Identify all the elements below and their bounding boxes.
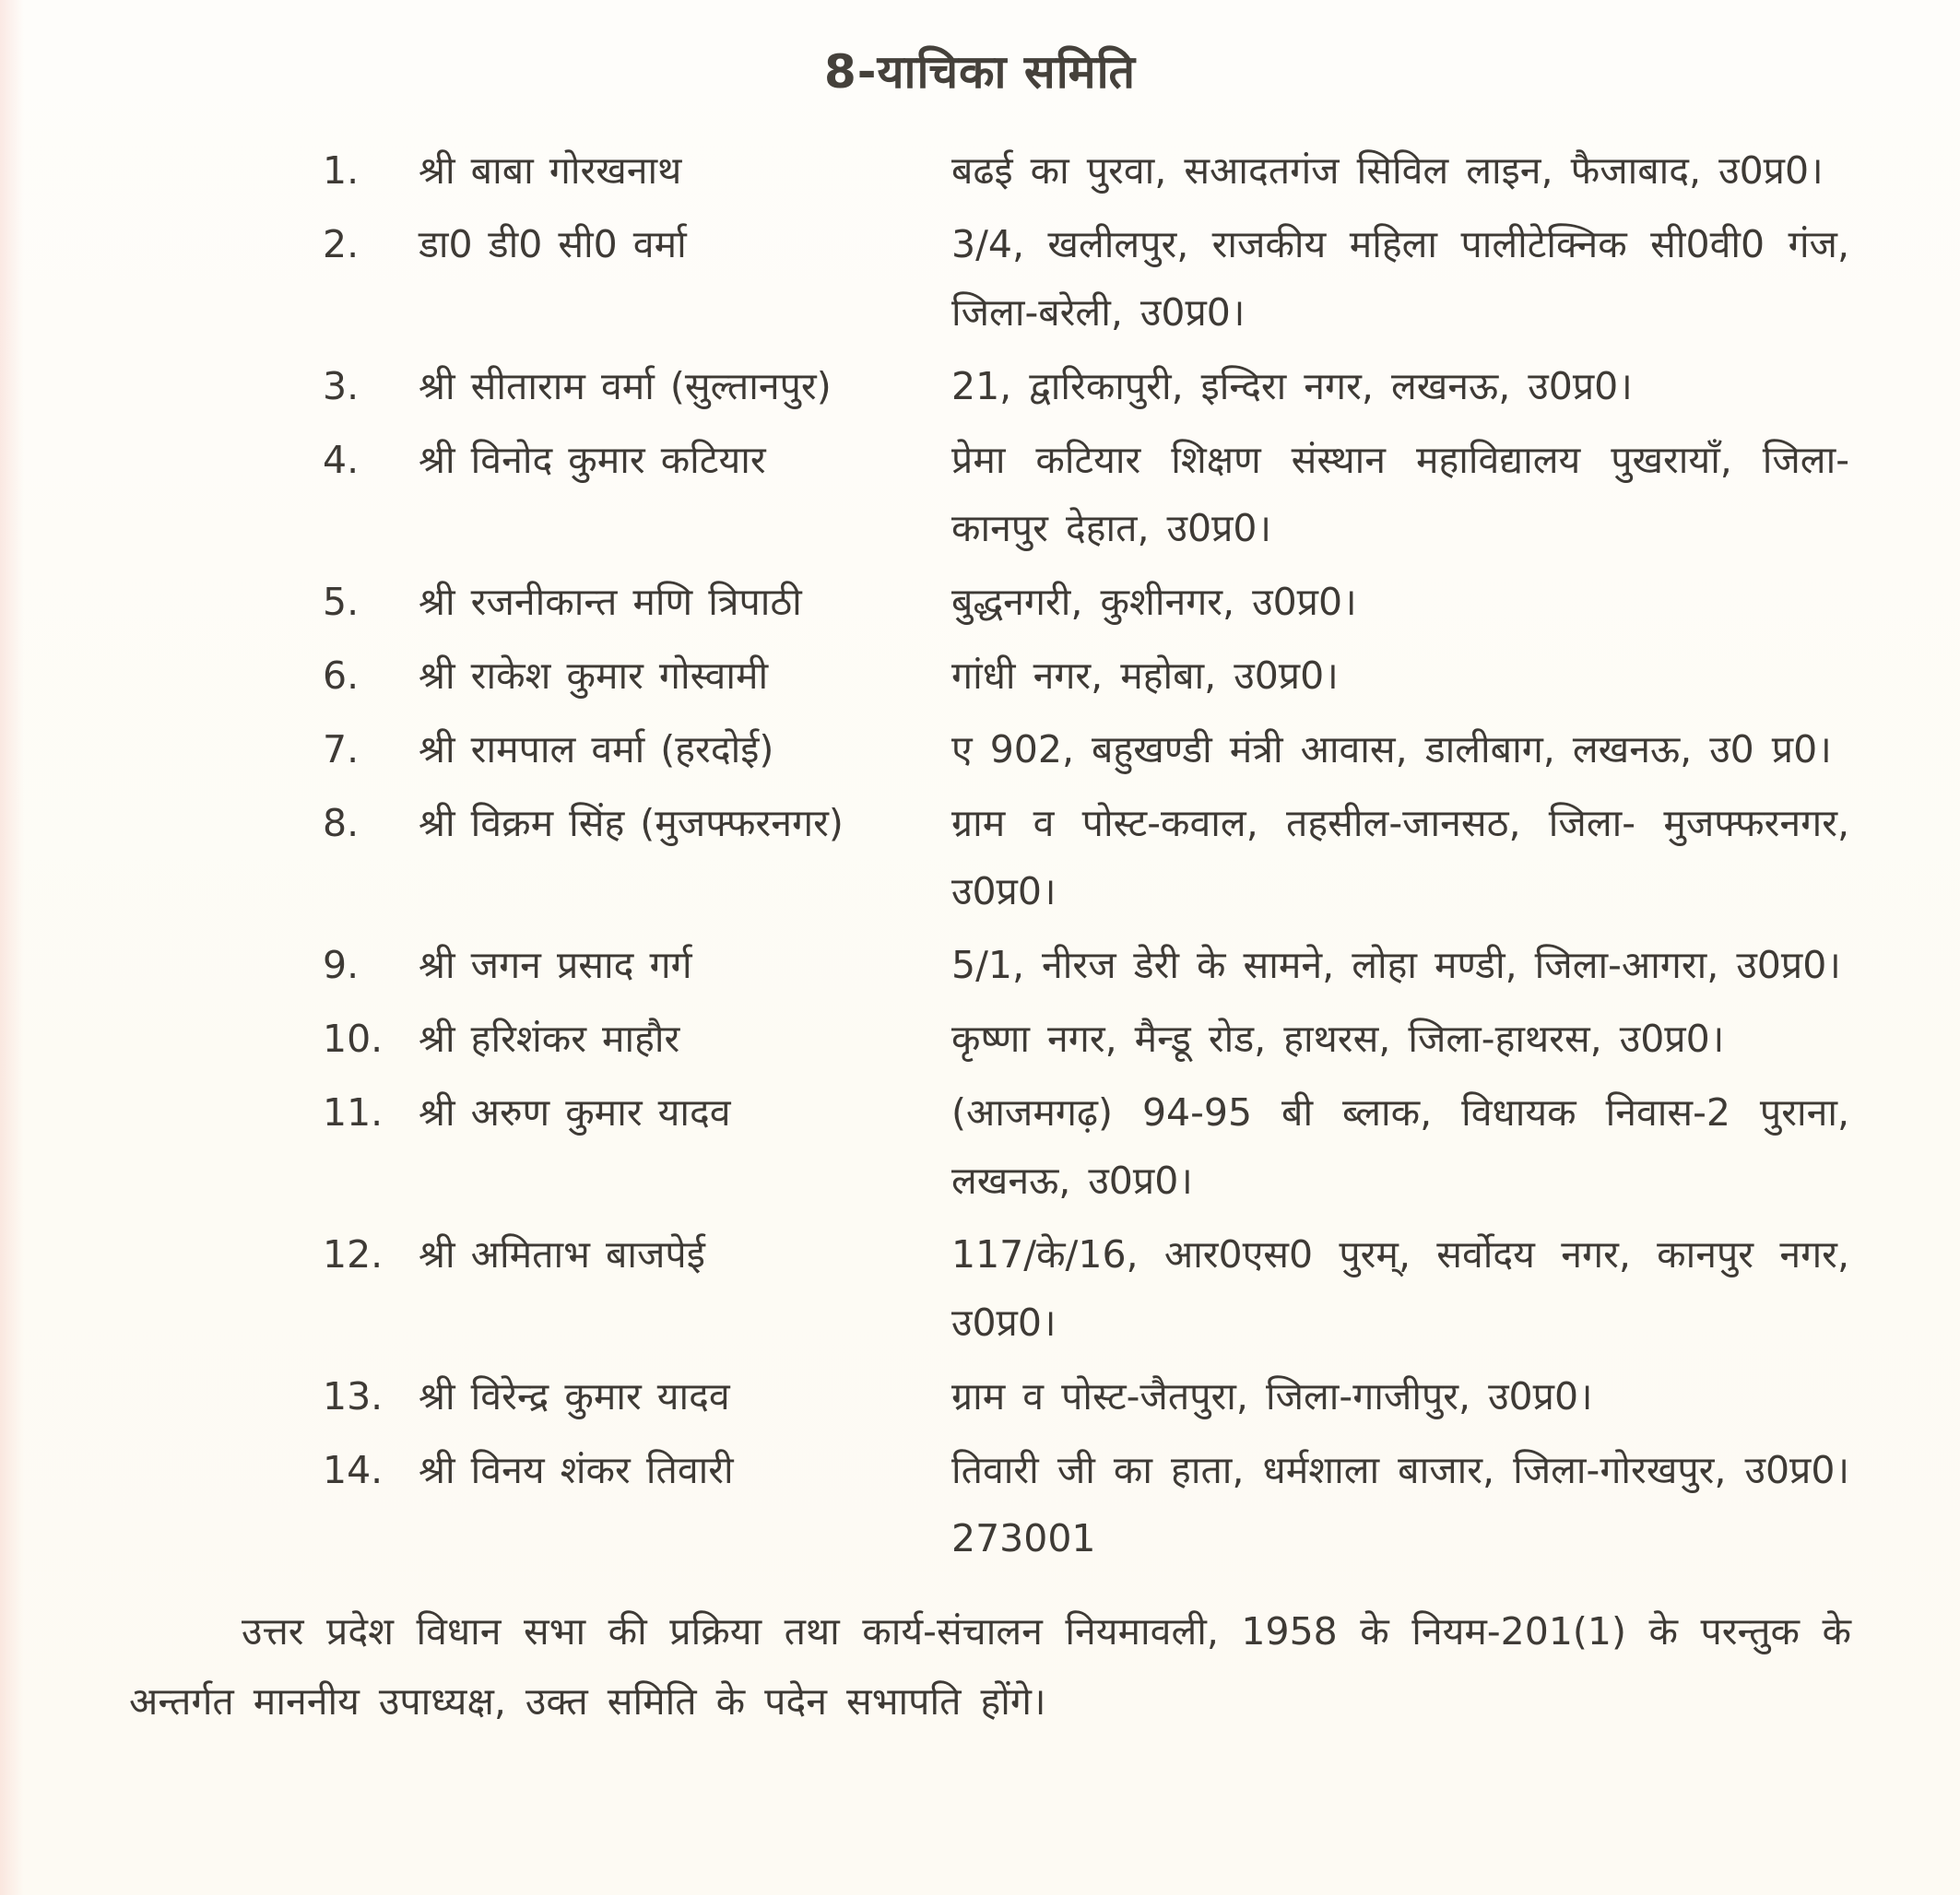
member-number: 5. bbox=[323, 580, 360, 624]
member-address: ए 902, बहुखण्डी मंत्री आवास, डालीबाग, लखनऊ, उ0 प्र0। bbox=[951, 727, 1832, 771]
member-row bbox=[323, 568, 1849, 636]
member-row bbox=[323, 352, 1849, 420]
member-row bbox=[323, 1436, 1849, 1572]
member-list bbox=[323, 136, 1849, 1572]
member-name: श्री जगन प्रसाद गर्ग bbox=[419, 943, 692, 987]
member-number: 4. bbox=[323, 438, 360, 482]
member-row bbox=[323, 136, 1849, 205]
member-number: 14. bbox=[323, 1448, 384, 1492]
member-name: श्री विरेन्द्र कुमार यादव bbox=[419, 1374, 730, 1418]
member-number: 12. bbox=[323, 1232, 384, 1277]
member-number: 2. bbox=[323, 222, 360, 266]
member-number: 3. bbox=[323, 364, 360, 408]
member-address: गांधी नगर, महोबा, उ0प्र0। bbox=[951, 653, 1339, 698]
member-name: श्री सीताराम वर्मा (सुल्तानपुर) bbox=[419, 364, 832, 408]
footer-paragraph: उत्तर प्रदेश विधान सभा की प्रक्रिया तथा कार्य-संचालन नियमावली, 1958 के नियम-201(1) के परन्तुक के अन्तर्गत माननीय उपाध्यक्ष, उक्त समिति के पदेन सभापति होंगे। bbox=[129, 1609, 1851, 1724]
member-row bbox=[323, 426, 1849, 562]
member-number: 10. bbox=[323, 1017, 384, 1061]
member-row bbox=[323, 210, 1849, 347]
member-name: श्री राकेश कुमार गोस्वामी bbox=[419, 653, 769, 698]
member-name: श्री रजनीकान्त मणि त्रिपाठी bbox=[419, 580, 802, 624]
member-number: 7. bbox=[323, 727, 360, 771]
member-name: श्री हरिशंकर माहौर bbox=[419, 1017, 680, 1061]
member-name: डा0 डी0 सी0 वर्मा bbox=[419, 222, 687, 266]
member-row bbox=[323, 1220, 1849, 1357]
member-name: श्री विनय शंकर तिवारी bbox=[419, 1448, 734, 1492]
member-address: ग्राम व पोस्ट-जैतपुरा, जिला-गाजीपुर, उ0प्र0। bbox=[951, 1374, 1593, 1418]
member-address: बुद्धनगरी, कुशीनगर, उ0प्र0। bbox=[951, 580, 1357, 624]
member-row bbox=[323, 1005, 1849, 1073]
member-row bbox=[323, 789, 1849, 925]
member-address: 21, द्वारिकापुरी, इन्दिरा नगर, लखनऊ, उ0प्र0। bbox=[951, 364, 1633, 408]
member-address: प्रेमा कटियार शिक्षण संस्थान महाविद्यालय पुखरायाँ, जिला-कानपुर देहात, उ0प्र0। bbox=[951, 438, 1849, 550]
member-address: तिवारी जी का हाता, धर्मशाला बाजार, जिला-गोरखपुर, उ0प्र0। 273001 bbox=[951, 1448, 1849, 1560]
member-address: बढई का पुरवा, सआदतगंज सिविल लाइन, फैजाबाद, उ0प्र0। bbox=[951, 148, 1824, 193]
member-address: 5/1, नीरज डेरी के सामने, लोहा मण्डी, जिला-आगरा, उ0प्र0। bbox=[951, 943, 1841, 987]
member-name: श्री अमिताभ बाजपेई bbox=[419, 1232, 705, 1277]
member-number: 8. bbox=[323, 801, 360, 845]
member-number: 9. bbox=[323, 943, 360, 987]
member-address: 3/4, खलीलपुर, राजकीय महिला पालीटेक्निक सी0वी0 गंज, जिला-बरेली, उ0प्र0। bbox=[951, 222, 1849, 335]
member-row bbox=[323, 641, 1849, 710]
member-row bbox=[323, 1078, 1849, 1215]
member-number: 1. bbox=[323, 148, 360, 193]
member-row bbox=[323, 1362, 1849, 1430]
member-name: श्री विनोद कुमार कटियार bbox=[419, 438, 766, 482]
member-name: श्री रामपाल वर्मा (हरदोई) bbox=[419, 727, 774, 771]
member-number: 11. bbox=[323, 1090, 384, 1135]
member-number: 13. bbox=[323, 1374, 384, 1418]
member-address: (आजमगढ़) 94-95 बी ब्लाक, विधायक निवास-2 पुराना, लखनऊ, उ0प्र0। bbox=[951, 1090, 1849, 1203]
member-name: श्री बाबा गोरखनाथ bbox=[419, 148, 682, 193]
member-address: कृष्णा नगर, मैन्डू रोड, हाथरस, जिला-हाथरस, उ0प्र0। bbox=[951, 1017, 1725, 1061]
member-row bbox=[323, 715, 1849, 783]
member-address: ग्राम व पोस्ट-कवाल, तहसील-जानसठ, जिला- मुजफ्फरनगर, उ0प्र0। bbox=[951, 801, 1849, 913]
page-title: 8-याचिका समिति bbox=[823, 45, 1137, 99]
member-address: 117/के/16, आर0एस0 पुरम्, सर्वोदय नगर, कानपुर नगर, उ0प्र0। bbox=[951, 1232, 1849, 1345]
member-row bbox=[323, 931, 1849, 999]
member-name: श्री विक्रम सिंह (मुजफ्फरनगर) bbox=[419, 801, 844, 845]
member-number: 6. bbox=[323, 653, 360, 698]
member-name: श्री अरुण कुमार यादव bbox=[419, 1090, 731, 1135]
